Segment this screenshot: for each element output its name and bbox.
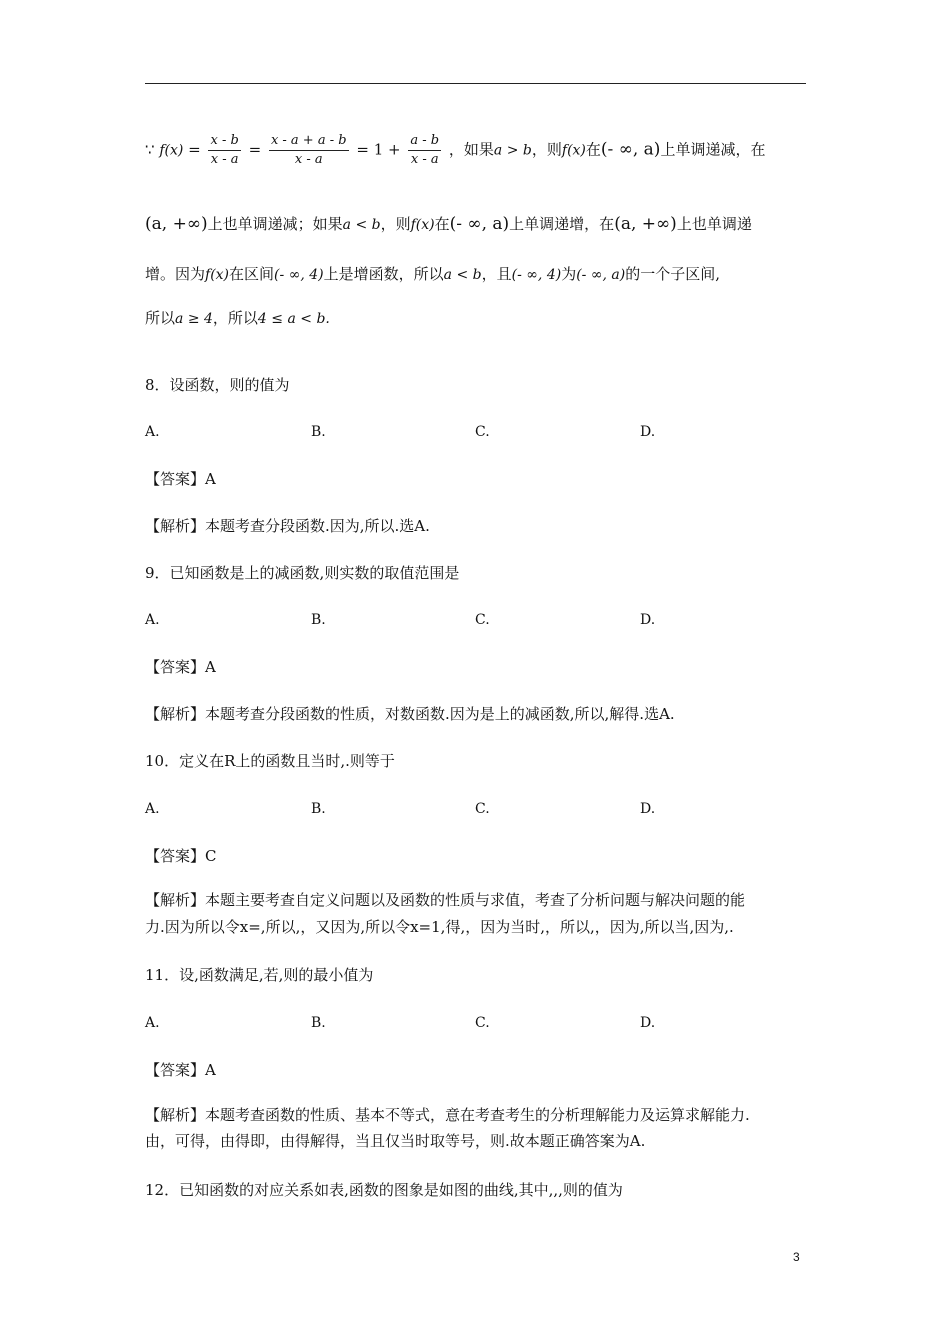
option-d: D. <box>640 801 656 817</box>
option-d: D. <box>640 612 656 628</box>
option-a: A. <box>145 801 160 817</box>
option-d: D. <box>640 424 656 440</box>
math-inline: a ≥ 4 <box>175 311 213 327</box>
math-inline: f(x) <box>205 267 230 283</box>
question-11-answer: 【答案】A <box>145 1061 216 1079</box>
text: ，则 <box>380 215 411 233</box>
one-plus: 1 + <box>373 140 401 159</box>
math-interval: (- ∞, a) <box>576 267 626 283</box>
option-d: D. <box>640 1015 656 1031</box>
derivation-line-2 <box>145 214 752 235</box>
math-interval: (a, +∞) <box>614 214 677 234</box>
text: ，如果 <box>448 140 494 159</box>
text: 上也单调递 <box>676 215 752 233</box>
page-number: 3 <box>793 1250 800 1264</box>
text: ，则 <box>531 140 562 159</box>
header-rule <box>145 83 806 84</box>
question-8-analysis: 【解析】本题考查分段函数.因为,所以.选A. <box>145 517 430 535</box>
fraction-1-denominator: x - a <box>210 152 239 167</box>
fraction-3-denominator: x - a <box>410 152 439 167</box>
fraction-1-numerator: x - b <box>208 132 240 151</box>
question-11-analysis-line-1: 【解析】本题考查函数的性质、基本不等式，意在考查考生的分析理解能力及运算求解能力. <box>145 1106 750 1124</box>
text: 在 <box>434 215 450 233</box>
text: 增。因为 <box>145 265 206 283</box>
question-10-stem: 10．定义在R上的函数且当时,.则等于 <box>145 752 395 770</box>
derivation-line-4 <box>145 308 330 329</box>
option-c: C. <box>475 1015 490 1031</box>
option-a: A. <box>145 1015 160 1031</box>
equals-sign: = <box>188 140 201 159</box>
question-10-analysis-line-2: 力.因为所以令x=,所以,，又因为,所以令x=1,得,，因为当时,，所以,，因为,所以当,因为,. <box>145 918 734 936</box>
fraction-2 <box>269 132 349 169</box>
equals-sign: = <box>248 140 262 159</box>
option-b: B. <box>311 801 326 817</box>
text: ，且 <box>481 265 512 283</box>
option-c: C. <box>475 801 490 817</box>
question-11-analysis-line-2: 由，可得，由得即，由得解得，当且仅当时取等号，则.故本题正确答案为A. <box>145 1132 646 1150</box>
math-interval: (a, +∞) <box>145 214 208 234</box>
question-9-analysis: 【解析】本题考查分段函数的性质，对数函数.因为是上的减函数,所以,解得.选A. <box>145 705 675 723</box>
derivation-line-1 <box>145 132 765 169</box>
option-b: B. <box>311 424 326 440</box>
question-10-answer: 【答案】C <box>145 847 217 865</box>
option-c: C. <box>475 424 490 440</box>
option-c: C. <box>475 612 490 628</box>
math-inline: f(x) <box>410 217 435 233</box>
math-inline: a < b <box>342 217 381 233</box>
fraction-3 <box>408 132 441 169</box>
question-8-answer: 【答案】A <box>145 470 216 488</box>
question-11-stem: 11．设,函数满足,若,则的最小值为 <box>145 966 374 984</box>
because-symbol: ∵ <box>145 140 155 159</box>
option-a: A. <box>145 612 160 628</box>
math-inline: f(x) <box>561 142 586 159</box>
math-interval: (- ∞, a) <box>600 139 661 160</box>
math-interval: (- ∞, 4) <box>511 267 562 283</box>
math-inline: a < b <box>443 267 482 283</box>
text: 在 <box>585 140 601 159</box>
question-9-stem: 9．已知函数是上的减函数,则实数的取值范围是 <box>145 564 460 582</box>
math-fx: f(x) <box>159 142 184 159</box>
text: 上单调递增，在 <box>509 215 615 233</box>
option-b: B. <box>311 612 326 628</box>
math-interval: (- ∞, 4) <box>274 267 324 283</box>
question-8-stem: 8．设函数，则的值为 <box>145 376 290 394</box>
option-b: B. <box>311 1015 326 1031</box>
text: 上是增函数，所以 <box>323 265 444 283</box>
text: 的一个子区间, <box>625 265 720 283</box>
text: 为 <box>561 265 577 283</box>
question-10-analysis-line-1: 【解析】本题主要考查自定义问题以及函数的性质与求值，考查了分析问题与解决问题的能 <box>145 891 746 909</box>
fraction-1 <box>208 132 240 169</box>
fraction-2-numerator: x - a + a - b <box>269 132 349 151</box>
text: 在区间 <box>229 265 275 283</box>
question-12-stem: 12．已知函数的对应关系如表,函数的图象是如图的曲线,其中,,,则的值为 <box>145 1181 623 1199</box>
math-inline: a > b <box>493 142 532 159</box>
text: 上单调递减，在 <box>660 140 766 159</box>
text: ，所以 <box>212 309 258 327</box>
text: 所以 <box>145 309 176 327</box>
option-a: A. <box>145 424 160 440</box>
equals-sign: = <box>356 140 369 159</box>
question-9-answer: 【答案】A <box>145 658 216 676</box>
fraction-3-numerator: a - b <box>408 132 441 151</box>
math-inline: 4 ≤ a < b. <box>257 311 330 327</box>
math-interval: (- ∞, a) <box>449 214 510 234</box>
text: 上也单调递减；如果 <box>207 215 343 233</box>
fraction-2-denominator: x - a <box>294 152 323 167</box>
derivation-line-3 <box>145 264 720 285</box>
